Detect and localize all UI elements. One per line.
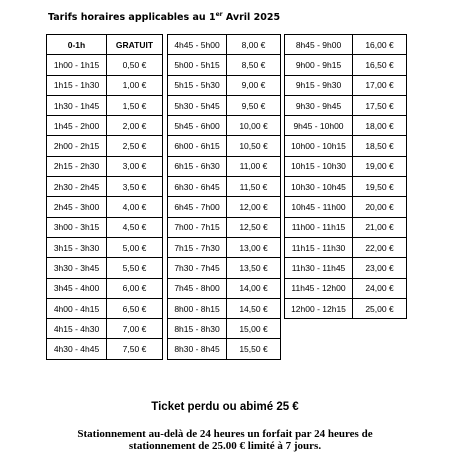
price-cell: 1,00 € — [107, 75, 163, 95]
time-range-cell: 9h45 - 10h00 — [285, 116, 353, 136]
time-range-cell: 6h15 - 6h30 — [168, 156, 227, 176]
price-cell: 2,50 € — [107, 136, 163, 156]
table-row — [47, 197, 163, 217]
time-range-cell: 7h15 - 7h30 — [168, 237, 227, 257]
price-cell: 13,00 € — [227, 237, 281, 257]
price-cell: 15,00 € — [227, 319, 281, 339]
table-row — [285, 95, 407, 115]
table-row — [168, 55, 281, 75]
time-range-cell: 11h30 - 11h45 — [285, 258, 353, 278]
time-range-cell: 11h00 - 11h15 — [285, 217, 353, 237]
table-row — [47, 217, 163, 237]
time-range-cell: 4h00 - 4h15 — [47, 298, 107, 318]
table-row — [285, 237, 407, 257]
table-row — [168, 298, 281, 318]
price-cell: 14,00 € — [227, 278, 281, 298]
table-row — [285, 75, 407, 95]
table-row — [168, 339, 281, 359]
price-cell: 11,50 € — [227, 177, 281, 197]
price-cell: 10,50 € — [227, 136, 281, 156]
price-cell: 9,50 € — [227, 95, 281, 115]
table-row — [168, 75, 281, 95]
price-cell: 16,50 € — [353, 55, 407, 75]
price-cell: 3,00 € — [107, 156, 163, 176]
price-cell: 15,50 € — [227, 339, 281, 359]
price-cell: 21,00 € — [353, 217, 407, 237]
price-cell: 5,50 € — [107, 258, 163, 278]
time-range-cell: 9h15 - 9h30 — [285, 75, 353, 95]
price-cell: 4,50 € — [107, 217, 163, 237]
long-stay-notice — [20, 428, 430, 452]
price-cell: 19,50 € — [353, 177, 407, 197]
table-row — [47, 156, 163, 176]
table-row — [47, 258, 163, 278]
table-row — [168, 217, 281, 237]
time-range-cell: 7h30 - 7h45 — [168, 258, 227, 278]
table-row — [168, 197, 281, 217]
long-stay-line-2: stationnement de 25.00 € limité à 7 jours. — [128, 440, 322, 452]
price-cell: 12,00 € — [227, 197, 281, 217]
table-row — [168, 116, 281, 136]
time-range-cell: 3h00 - 3h15 — [47, 217, 107, 237]
table-row — [47, 136, 163, 156]
price-cell: GRATUIT — [107, 35, 163, 55]
price-cell: 1,50 € — [107, 95, 163, 115]
table-row — [47, 116, 163, 136]
time-range-cell: 5h00 - 5h15 — [168, 55, 227, 75]
time-range-cell: 11h45 - 12h00 — [285, 278, 353, 298]
time-range-cell: 9h30 - 9h45 — [285, 95, 353, 115]
time-range-cell: 10h15 - 10h30 — [285, 156, 353, 176]
table-header-row — [47, 35, 163, 55]
time-range-cell: 2h45 - 3h00 — [47, 197, 107, 217]
price-cell: 8,00 € — [227, 35, 281, 55]
rate-table-3 — [284, 34, 407, 319]
time-range-cell: 2h15 - 2h30 — [47, 156, 107, 176]
page-title — [48, 11, 280, 23]
time-range-cell: 3h15 - 3h30 — [47, 237, 107, 257]
time-range-cell: 12h00 - 12h15 — [285, 298, 353, 318]
price-cell: 4,00 € — [107, 197, 163, 217]
table-row — [168, 278, 281, 298]
price-cell: 17,00 € — [353, 75, 407, 95]
time-range-cell: 7h45 - 8h00 — [168, 278, 227, 298]
time-range-cell: 5h45 - 6h00 — [168, 116, 227, 136]
table-row — [285, 298, 407, 318]
table-row — [47, 339, 163, 359]
time-range-cell: 1h45 - 2h00 — [47, 116, 107, 136]
price-cell: 6,00 € — [107, 278, 163, 298]
table-row — [47, 237, 163, 257]
time-range-cell: 3h45 - 4h00 — [47, 278, 107, 298]
table-row — [47, 75, 163, 95]
price-cell: 23,00 € — [353, 258, 407, 278]
time-range-cell: 4h30 - 4h45 — [47, 339, 107, 359]
table-row — [285, 55, 407, 75]
time-range-cell: 8h45 - 9h00 — [285, 35, 353, 55]
price-cell: 17,50 € — [353, 95, 407, 115]
long-stay-line-1: Stationnement au-delà de 24 heures un forfait par 24 heures de — [77, 428, 373, 440]
time-range-cell: 1h15 - 1h30 — [47, 75, 107, 95]
price-cell: 20,00 € — [353, 197, 407, 217]
price-cell: 18,50 € — [353, 136, 407, 156]
price-cell: 8,50 € — [227, 55, 281, 75]
table-row — [47, 95, 163, 115]
price-cell: 7,00 € — [107, 319, 163, 339]
time-range-cell: 10h45 - 11h00 — [285, 197, 353, 217]
table-row — [285, 136, 407, 156]
table-row — [285, 177, 407, 197]
price-cell: 0,50 € — [107, 55, 163, 75]
table-row — [285, 116, 407, 136]
time-range-cell: 10h30 - 10h45 — [285, 177, 353, 197]
time-range-cell: 0-1h — [47, 35, 107, 55]
time-range-cell: 8h00 - 8h15 — [168, 298, 227, 318]
price-cell: 13,50 € — [227, 258, 281, 278]
table-row — [168, 156, 281, 176]
table-row — [168, 237, 281, 257]
price-cell: 14,50 € — [227, 298, 281, 318]
time-range-cell: 4h15 - 4h30 — [47, 319, 107, 339]
table-row — [168, 177, 281, 197]
price-cell: 24,00 € — [353, 278, 407, 298]
price-cell: 25,00 € — [353, 298, 407, 318]
table-row — [168, 136, 281, 156]
time-range-cell: 8h15 - 8h30 — [168, 319, 227, 339]
price-cell: 19,00 € — [353, 156, 407, 176]
title-date: Avril 2025 — [222, 12, 281, 24]
time-range-cell: 6h00 - 6h15 — [168, 136, 227, 156]
table-row — [47, 298, 163, 318]
time-range-cell: 2h00 - 2h15 — [47, 136, 107, 156]
time-range-cell: 10h00 - 10h15 — [285, 136, 353, 156]
rate-table-1 — [46, 34, 163, 360]
lost-ticket-notice: Ticket perdu ou abimé 25 € — [151, 401, 299, 413]
time-range-cell: 5h15 - 5h30 — [168, 75, 227, 95]
table-row — [168, 95, 281, 115]
price-cell: 16,00 € — [353, 35, 407, 55]
time-range-cell: 11h15 - 11h30 — [285, 237, 353, 257]
table-row — [285, 35, 407, 55]
price-cell: 10,00 € — [227, 116, 281, 136]
table-row — [285, 278, 407, 298]
table-row — [47, 278, 163, 298]
time-range-cell: 4h45 - 5h00 — [168, 35, 227, 55]
time-range-cell: 9h00 - 9h15 — [285, 55, 353, 75]
price-cell: 9,00 € — [227, 75, 281, 95]
time-range-cell: 7h00 - 7h15 — [168, 217, 227, 237]
table-row — [47, 55, 163, 75]
time-range-cell: 2h30 - 2h45 — [47, 177, 107, 197]
price-cell: 6,50 € — [107, 298, 163, 318]
price-cell: 12,50 € — [227, 217, 281, 237]
table-row — [47, 319, 163, 339]
time-range-cell: 6h30 - 6h45 — [168, 177, 227, 197]
table-row — [285, 258, 407, 278]
price-cell: 11,00 € — [227, 156, 281, 176]
table-row — [285, 156, 407, 176]
table-row — [285, 197, 407, 217]
price-cell: 2,00 € — [107, 116, 163, 136]
table-row — [168, 35, 281, 55]
rate-table-2 — [167, 34, 281, 360]
time-range-cell: 1h30 - 1h45 — [47, 95, 107, 115]
price-cell: 5,00 € — [107, 237, 163, 257]
time-range-cell: 6h45 - 7h00 — [168, 197, 227, 217]
price-cell: 7,50 € — [107, 339, 163, 359]
time-range-cell: 5h30 - 5h45 — [168, 95, 227, 115]
title-superscript: er — [215, 11, 223, 18]
table-row — [285, 217, 407, 237]
title-text: Tarifs horaires applicables au 1 — [48, 12, 216, 24]
price-cell: 18,00 € — [353, 116, 407, 136]
table-row — [168, 319, 281, 339]
time-range-cell: 1h00 - 1h15 — [47, 55, 107, 75]
table-row — [168, 258, 281, 278]
time-range-cell: 8h30 - 8h45 — [168, 339, 227, 359]
price-cell: 22,00 € — [353, 237, 407, 257]
table-row — [47, 177, 163, 197]
time-range-cell: 3h30 - 3h45 — [47, 258, 107, 278]
price-cell: 3,50 € — [107, 177, 163, 197]
